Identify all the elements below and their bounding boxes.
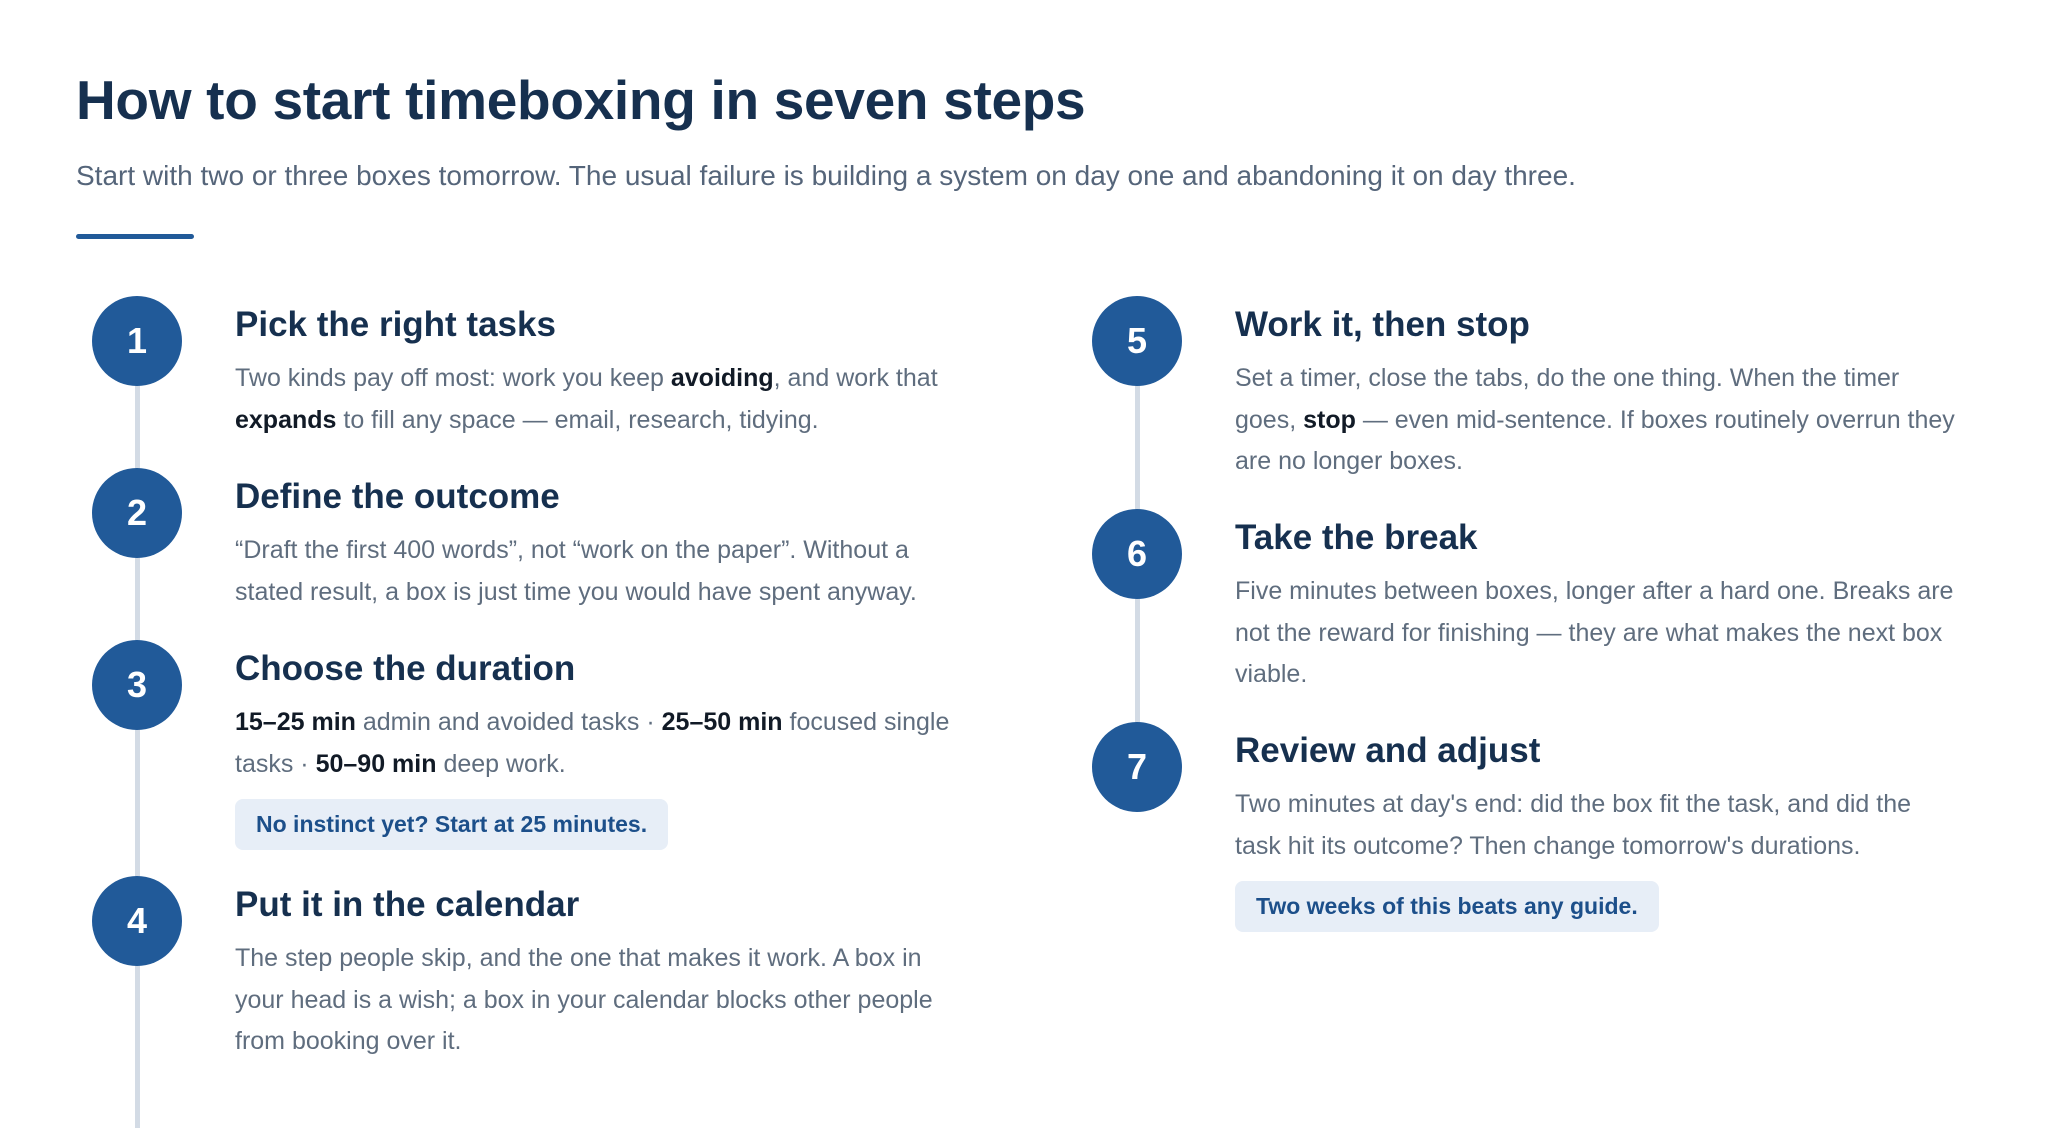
step-content bbox=[235, 476, 917, 613]
step-description: Set a timer, close the tabs, do the one thing. When the timer goes, stop — even mid-sentence. If boxes routinely overrun they are no longer boxes. bbox=[1235, 364, 1955, 475]
step-title: Review and adjust bbox=[1235, 731, 1541, 770]
step-number-badge: 3 bbox=[92, 640, 182, 730]
step-number-badge: 2 bbox=[92, 468, 182, 558]
step-description: Two minutes at day's end: did the box fit the task, and did the task hit its outcome? Then change tomorrow's durations. bbox=[1235, 790, 1912, 860]
step-description: The step people skip, and the one that makes it work. A box in your head is a wish; a box in your calendar blocks other people from booking over it. bbox=[235, 944, 933, 1055]
step-tip-callout: Two weeks of this beats any guide. bbox=[1235, 881, 1659, 932]
step-content bbox=[1235, 517, 1953, 696]
step-title: Choose the duration bbox=[235, 649, 576, 688]
step-number-badge: 7 bbox=[1092, 722, 1182, 812]
step-description: 15–25 min admin and avoided tasks · 25–50 min focused single tasks · 50–90 min deep work. bbox=[235, 708, 950, 778]
step-title: Pick the right tasks bbox=[235, 305, 556, 344]
emphasis-text: expands bbox=[235, 405, 337, 434]
step-title: Take the break bbox=[1235, 518, 1478, 557]
page-subtitle: Start with two or three boxes tomorrow. The usual failure is building a system on day one and abandoning it on day three. bbox=[76, 160, 1576, 191]
step-content bbox=[235, 884, 933, 1063]
step-description: “Draft the first 400 words”, not “work on the paper”. Without a stated result, a box is just time you would have spent anyway. bbox=[235, 536, 917, 606]
step-content bbox=[235, 648, 949, 850]
step-number-badge: 6 bbox=[1092, 509, 1182, 599]
step-content bbox=[1235, 304, 1955, 483]
step-title: Put it in the calendar bbox=[235, 885, 580, 924]
step-description: Five minutes between boxes, longer after a hard one. Breaks are not the reward for finishing — they are what makes the next box viable. bbox=[1235, 577, 1954, 688]
step-title: Work it, then stop bbox=[1235, 305, 1530, 344]
step-content bbox=[235, 304, 938, 441]
step-tip-callout: No instinct yet? Start at 25 minutes. bbox=[235, 799, 668, 850]
emphasis-text: stop bbox=[1303, 405, 1356, 434]
timeline-rail-left bbox=[135, 341, 140, 1128]
emphasis-text: 15–25 min bbox=[235, 708, 356, 736]
title-accent-rule bbox=[76, 234, 194, 239]
step-description: Two kinds pay off most: work you keep avoiding, and work that expands to fill any space — email, research, tidying. bbox=[235, 364, 938, 434]
step-title: Define the outcome bbox=[235, 477, 560, 516]
emphasis-text: 50–90 min bbox=[315, 749, 437, 778]
step-number-badge: 1 bbox=[92, 296, 182, 386]
emphasis-text: 25–50 min bbox=[661, 708, 783, 736]
page-title: How to start timeboxing in seven steps bbox=[76, 69, 1086, 131]
step-number-badge: 5 bbox=[1092, 296, 1182, 386]
step-content bbox=[1235, 730, 1911, 932]
step-number-badge: 4 bbox=[92, 876, 182, 966]
emphasis-text: avoiding bbox=[670, 364, 774, 392]
